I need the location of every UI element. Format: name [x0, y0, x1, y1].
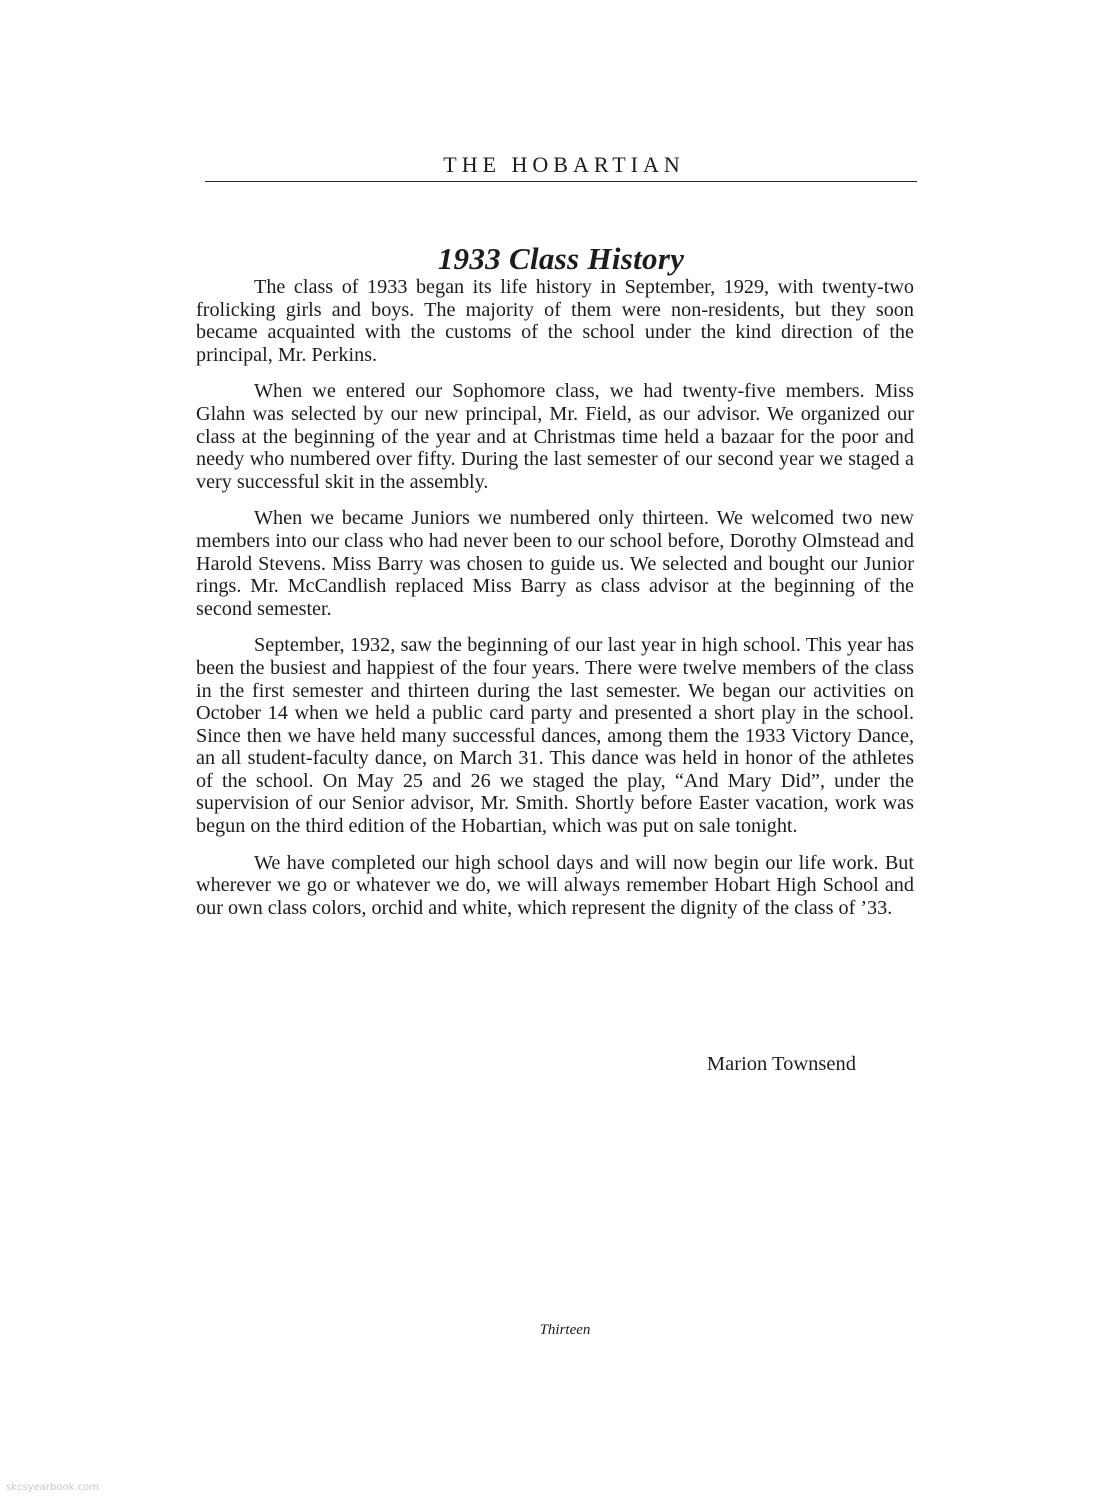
paragraph-closing: We have completed our high school days and will now begin our life work. But wherever we go or whatever we do, we will always remember Hobart High School and our own class colors, orchid and white, which represent the dignity of the class of ’33.	[196, 851, 914, 919]
paragraph-freshman: The class of 1933 began its life history in September, 1929, with twenty-two frolicking girls and boys. The majority of them were non-residents, but they soon became acquainted with the customs of the school under the kind direction of the principal, Mr. Perkins.	[196, 276, 914, 366]
article-title: 1933 Class History	[437, 240, 685, 276]
paragraph-senior: September, 1932, saw the beginning of our last year in high school. This year has been the busiest and happiest of the four years. There were twelve members of the class in the first semester and thirteen during the last semester. We began our activities on October 14 when we held a public card party and presented a short play in the school. Since then we have held many successful dances, among them the 1933 Victory Dance, an all student-faculty dance, on March 31. This dance was held in honor of the athletes of the school. On May 25 and 26 we staged the play, “And Mary Did”, under the supervision of our Senior advisor, Mr. Smith. Shortly before Easter vacation, work was begun on the third edition of the Hobartian, which was put on sale tonight.	[196, 634, 914, 838]
running-head: THE HOBARTIAN	[443, 152, 685, 177]
author-signature: Marion Townsend	[706, 1053, 856, 1075]
page-number: Thirteen	[539, 1322, 591, 1338]
header-rule	[205, 181, 917, 182]
site-watermark: skcsyearbook.com	[6, 1482, 99, 1493]
article-body	[196, 276, 914, 933]
paragraph-sophomore: When we entered our Sophomore class, we had twenty-five members. Miss Glahn was selected by our new principal, Mr. Field, as our advisor. We organized our class at the beginning of the year and at Christmas time held a bazaar for the poor and needy who numbered over fifty. During the last semester of our second year we staged a very successful skit in the assembly.	[196, 380, 914, 493]
paragraph-junior: When we became Juniors we numbered only thirteen. We welcomed two new members into our class who had never been to our school before, Dorothy Olmstead and Harold Stevens. Miss Barry was chosen to guide us. We selected and bought our Junior rings. Mr. McCandlish replaced Miss Barry as class advisor at the beginning of the second semester.	[196, 507, 914, 620]
